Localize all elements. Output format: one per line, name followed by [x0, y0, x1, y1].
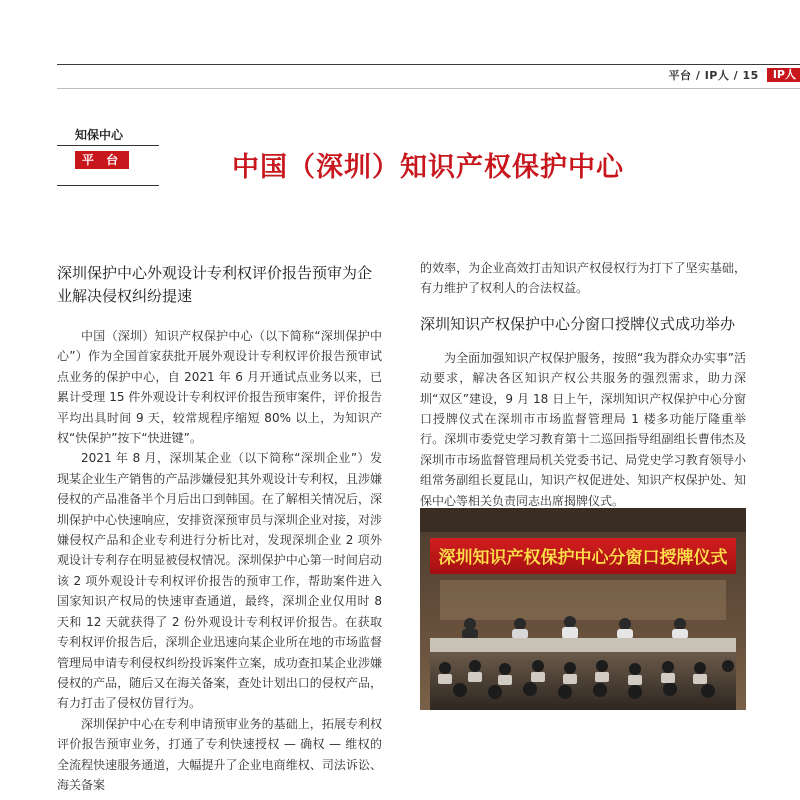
section-rule-top	[57, 145, 159, 146]
ceremony-photo	[420, 508, 746, 710]
header-section-text: 平台 / IP人 / 15	[668, 69, 759, 82]
page-title: 中国（深圳）知识产权保护中心	[232, 152, 624, 183]
article1-continued: 的效率，为企业高效打击知识产权侵权行为打下了坚实基础，有力维护了权利人的合法权益。	[420, 261, 746, 296]
section-rule-bottom	[57, 185, 159, 186]
left-column	[57, 262, 382, 795]
section-box: 平 台	[75, 151, 129, 169]
right-column	[420, 258, 746, 511]
article2-paragraph: 为全面加强知识产权保护服务，按照“我为群众办实事”活动要求，解决各区知识产权公共服务的强烈需求，助力深圳“双区”建设，9 月 18 日上午，深圳知识产权保护中心分窗口授牌仪式在深圳市市场监督管理局 1 楼多功能厅隆重举行。深圳市委党史学习教育第十二巡回指导组副组长曹伟杰及深圳市市场监督管理局机关党委书记、局党史学习教育领导小组常务副组长夏昆山，知识产权促进处、知识产权保护处、知保中心等相关负责同志出席揭牌仪式。	[420, 350, 746, 508]
top-rule	[57, 64, 800, 65]
section-label: 知保中心	[75, 128, 124, 142]
header-tab: IP人	[767, 68, 800, 82]
article1-title: 深圳保护中心外观设计专利权评价报告预审为企业解决侵权纠纷提速	[57, 264, 373, 305]
header-rule	[57, 88, 800, 89]
banner-text: 深圳知识产权保护中心分窗口授牌仪式	[438, 548, 728, 568]
article1-paragraph: 深圳保护中心在专利申请预审业务的基础上，拓展专利权评价报告预审业务，打通了专利快速授权 — 确权 — 维权的全流程快速服务通道，大幅提升了企业电商维权、司法诉讼、海关备案	[57, 716, 382, 792]
article1-paragraph: 2021 年 8 月，深圳某企业（以下简称“深圳企业”）发现某企业生产销售的产品涉嫌侵犯其外观设计专利权，且涉嫌侵权的产品准备半个月后出口到韩国。在了解相关情况后，深圳保护中心快速响应，安排资深预审员与深圳企业对接，对涉嫌侵权产品和企业专利进行分析比对，发现深圳企业 2 项外观设计专利存在明显被侵权情况。深圳保护中心第一时间启动该 2 项外观设计专利权评价报告的预审工作，帮助案件进入国家知识产权局的快速审查通道，最终，深圳企业仅用时 8 天和 12 天就获得了 2 份外观设计专利权评价报告。在获取专利权评价报告后，深圳企业迅速向某企业所在地的市场监督管理局申请专利侵权纠纷投诉案件立案，成功查扣某企业涉嫌侵权的产品，随后又在海关备案，查处计划出口的侵权产品，有力打击了侵权仿冒行为。	[57, 451, 382, 711]
article2-title: 深圳知识产权保护中心分窗口授牌仪式成功举办	[420, 314, 736, 333]
running-header	[669, 68, 800, 82]
ceremony-photo-illustration	[420, 508, 746, 710]
article1-paragraph: 中国（深圳）知识产权保护中心（以下简称“深圳保护中心”）作为全国首家获批开展外观设计专利权评价报告预审试点业务的保护中心，自 2021 年 6 月开通试点业务以来，已累计受理 15 件外观设计专利权评价报告预审案件，评价报告平均出具时间 9 天，较常规程序缩短 80% 以上，为知识产权“快保护”按下“快进键”。	[57, 329, 382, 446]
